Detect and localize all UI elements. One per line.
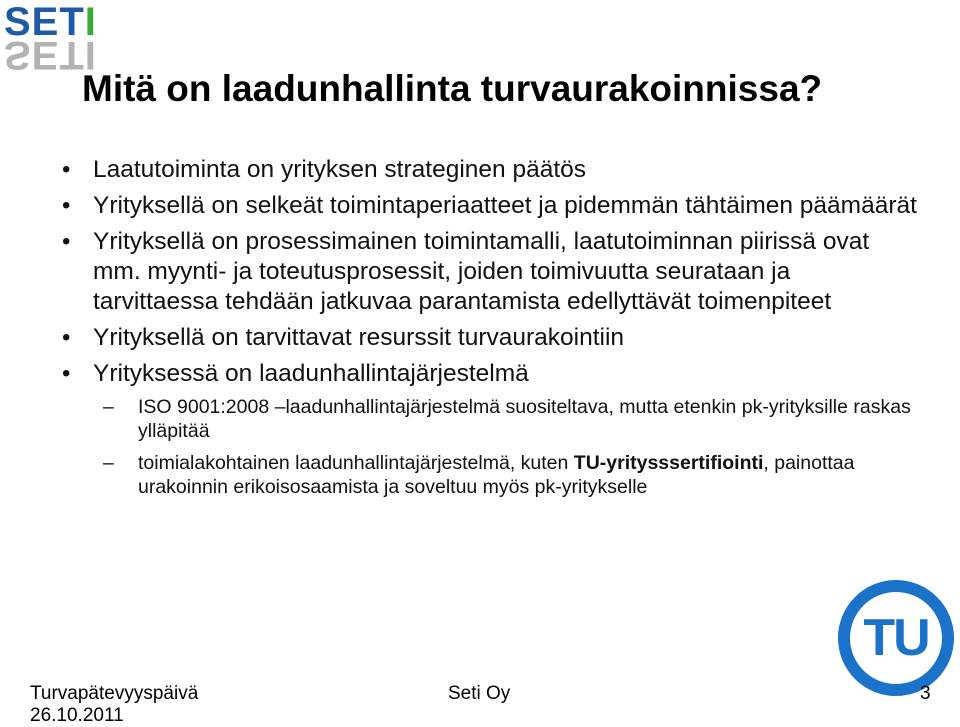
bullet-dot-icon: • [62,228,71,255]
bullet-item: • Yrityksellä on prosessimainen toimintamalli, laatutoiminnan piirissä ovat mm. myynti- ja toteutusprosessit, joiden toimivuutta seurataan ja tarvittaessa tehdään jatkuvaa parantamista edellyttävät toimenpiteet [62,228,870,315]
footer-date: 26.10.2011 [30,705,124,726]
tu-certification-term: TU-yritysssertifiointi [573,452,764,474]
bullet-item: • Laatutoiminta on yrityksen strateginen päätös [62,156,587,183]
bullet-item: • Yrityksellä on tarvittavat resurssit turvaurakointiin [62,324,625,351]
seti-logo [4,0,122,77]
sub-bullet-list [93,395,920,499]
slide-title: Mitä on laadunhallinta turvaurakoinnissa? [82,68,823,109]
bullet-item: • Yrityksellä on selkeät toimintaperiaatteet ja pidemmän tähtäimen päämäärät [62,192,917,219]
footer-event [30,683,198,727]
footer-event-name: Turvapätevyyspäivä [30,683,199,704]
seti-logo-text: SETI [4,0,97,44]
sub-bullet-item: – toimialakohtainen laadunhallintajärjestelmä, kuten TU-yritysssertifiointi, painottaa urakoinnin erikoisosaamista ja soveltuu myös pk-yritykselle [103,452,855,498]
bullet-dot-icon: • [62,324,71,351]
bullet-list [0,155,920,507]
tu-logo-text: TU [863,609,929,667]
seti-logo-reflection: SETI [4,33,97,77]
page-number: 3 [920,683,931,704]
dash-icon: – [103,452,114,474]
tu-logo [838,580,954,696]
bullet-item: • Yrityksessä on laadunhallintajärjestelmä – ISO 9001:2008 –laadunhallintajärjestelmä suositeltava, mutta etenkin pk-yrityksille raskas ylläpitää – toimialakohtainen laadunhallintajärjestelmä, kuten TU-yritysssertifiointi, painottaa urakoinnin erikoisosaamista ja soveltuu myös pk-yritykselle [0,359,920,499]
sub-bullet-item: – ISO 9001:2008 –laadunhallintajärjestelmä suositeltava, mutta etenkin pk-yrityksille raskas ylläpitää [103,396,911,442]
bullet-dot-icon: • [62,360,71,387]
bullet-dot-icon: • [62,192,71,219]
bullet-dot-icon: • [62,156,71,183]
dash-icon: – [103,396,114,418]
footer-company: Seti Oy [448,683,511,704]
